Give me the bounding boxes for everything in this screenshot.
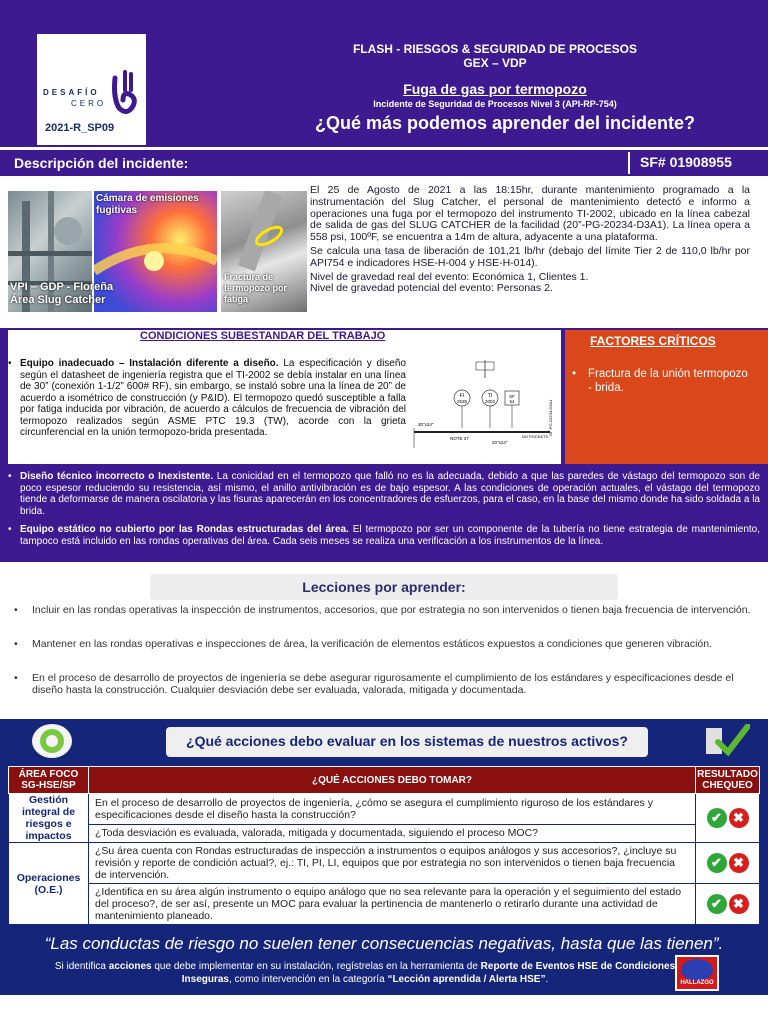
actions-question: ¿Qué acciones debo evaluar en los sistemas de nuestros activos? — [186, 733, 628, 749]
diagram-no-pockets: NO POCKETS — [522, 434, 549, 439]
report-tool-name: Reporte de Eventos HSE de Condiciones Inseguras — [181, 961, 676, 985]
result-check — [696, 843, 760, 884]
lessons-title: Lecciones por aprender: — [302, 579, 466, 595]
check-yes-icon[interactable]: ✔ — [707, 808, 727, 828]
category-name: “Lección aprendida / Alerta HSE” — [387, 974, 546, 985]
critical-factor-text: Fractura de la unión termopozo - brida. — [588, 368, 748, 394]
condition-heading: Diseño técnico incorrecto o Inexistente. — [20, 471, 214, 482]
globe-icon — [30, 722, 74, 760]
photo2-caption: Cámara de emisiones fugitivas — [96, 193, 199, 216]
action-question: ¿Toda desviación es evaluada, valorada, mitigada y documentada, siguiendo el proceso MOC? — [89, 824, 696, 842]
diagram-pipe1: 30"x24" — [418, 422, 434, 427]
logo-hand-icon — [109, 68, 139, 118]
flash-code: 2021-R_SP09 — [45, 122, 115, 134]
check-no-icon[interactable]: ✖ — [729, 894, 749, 914]
diagram-sf-num: 54 — [509, 399, 515, 404]
photo1-caption: VPI – GDP - Floreña Área Slug Catcher — [10, 281, 114, 306]
action-question: ¿Identifica en su área algún instrumento o equipo análogo que no sea relevante para la operación y el seguimiento del estado del proceso?, de ser así, presente un MOC para evaluar la pertinencia de mantenerlo o retirarlo durante una actividad de mantenimiento planeado. — [89, 884, 696, 925]
result-check — [696, 884, 760, 925]
condition-heading: Equipo inadecuado – Instalación diferente a diseño. — [20, 358, 279, 369]
release-rate-paragraph: Se calcula una tasa de liberación de 101,21 lb/hr (debajo del límite Tier 2 de 110,0 lb/hr por API754 e indicadores HSE-H-004 y HSE-H-014). — [310, 244, 750, 269]
condition-body: El termopozo por ser un componente de la tubería no tiene estrategia de mantenimiento, tampoco está incluido en las rondas operativas del área. Cada seis meses se realiza una verificación a los instrumentos de la línea. — [20, 524, 760, 547]
check-no-icon[interactable]: ✖ — [729, 808, 749, 828]
diagram-note: NOTE 37 — [450, 436, 469, 441]
conditions-title: CONDICIONES SUBESTANDAR DEL TRABAJO — [140, 330, 386, 342]
description-title: Descripción del incidente: — [14, 155, 189, 171]
condition-heading: Equipo estático no cubierto por las Rondas estructuradas del área. — [20, 524, 349, 535]
col-result-header: RESULTADO CHEQUEO — [696, 767, 760, 794]
actions-table — [8, 766, 760, 925]
check-yes-icon[interactable]: ✔ — [707, 853, 727, 873]
logo-text-bottom: CERO — [71, 99, 107, 108]
hallazgo-label: HALLAZGO — [680, 980, 714, 986]
lesson-item: • Incluir en las rondas operativas la inspección de instrumentos, accesorios, que por estrategia no son intervenidos o tienen baja frecuencia de intervención. — [14, 604, 751, 616]
incident-level: Incidente de Seguridad de Procesos Nivel 3 (API-RP-754) — [373, 99, 617, 109]
result-check — [696, 794, 760, 843]
lesson-text: En el proceso de desarrollo de proyectos de ingeniería se debe asegurar rigurosamente el cumplimiento de los estándares y especificaciones desde el diseño hasta la construcción. Cualquier desviación debe ser evaluada, valorada, mitigada y documentada. — [32, 672, 734, 697]
critical-factor-item: • Fractura de la unión termopozo - brida. — [572, 368, 748, 394]
isometric-diagram — [410, 358, 558, 460]
condition-body: La especificación y diseño según el datasheet de ingeniería registra que el TI-2002 se debía instalar en una línea de 30” (conexión 1-1/2” 600# RF), sin embargo, se instaló sobre una la línea de 20” de acuerdo a isométrico de construcción (y P&ID). El termopozo quedó susceptible a falla por fatiga inducida por vibración, de acuerdo a cálculos de frecuencia de vibración del termopozo realizados según ASME PTC 19.3 (TW), acorde con la grieta circunferencial en la unión termopozo-brida presentada. — [20, 358, 406, 438]
critical-factors-title: FACTORES CRÍTICOS — [590, 334, 716, 348]
area-operations: Operaciones (O.E.) — [9, 843, 89, 925]
hallazgo-logo-icon — [681, 959, 713, 981]
real-severity: Nivel de gravedad real del evento: Económica 1, Clientes 1. — [310, 270, 589, 283]
check-no-icon[interactable]: ✖ — [729, 853, 749, 873]
col-actions-header: ¿QUÉ ACCIONES DEBO TOMAR? — [89, 767, 696, 794]
header-line1 — [300, 42, 690, 70]
incident-title: Fuga de gas por termopozo — [403, 81, 587, 97]
desafio-cero-logo — [37, 34, 146, 145]
diagram-ti-num: 2002 — [484, 399, 496, 404]
incident-description — [310, 185, 750, 297]
logo-text-top: DESAFÍO — [43, 88, 100, 97]
header-unit: GEX – VDP — [463, 56, 527, 70]
condition-body: La conicidad en el termopozo que falló no es la adecuada, debido a que las paredes de vástago del termopozo son de poco espesor reduciendo su resistencia, así mismo, el anillo antivibración es de bajo espesor. A las condiciones de operación actuales, el vástago del termopozo tiende a deformarse de manera oscilatoria y las fisuras aparecerán en los concentradores de esfuerzos, para el caso, en la base del mismo donde ha sido soldada a la brida. — [20, 471, 760, 517]
diagram-fi-label: FI — [459, 393, 465, 399]
condition-item: • Diseño técnico incorrecto o Inexistente. La conicidad en el termopozo que falló no es la adecuada, debido a que las paredes de vástago del termopozo son de poco espesor reduciendo su resistencia, así mismo, el anillo antivibración es de bajo espesor. A las condiciones de operación actuales, el vástago del termopozo tiende a deformarse de manera oscilatoria y las fisuras aparecerán en los concentradores de esfuerzos, para el caso, en la base del mismo donde ha sido soldada a la brida. — [8, 471, 760, 517]
diagram-line-id: 20"-PG-20234-D3A1 — [548, 399, 553, 437]
col-area-header: ÁREA FOCO SG-HSE/SP — [9, 767, 89, 794]
diagram-ti-label: TI — [487, 393, 493, 399]
lesson-text: Mantener en las rondas operativas e inspecciones de área, la verificación de elementos estáticos expuestos a condiciones que generen vibración. — [32, 638, 712, 650]
header-question: ¿Qué más podemos aprender del incidente? — [314, 113, 696, 133]
diagram-sf-label: SF — [509, 394, 515, 399]
diagram-pipe2: 20"x24" — [492, 440, 508, 445]
action-question: En el proceso de desarrollo de proyectos de ingeniería, ¿cómo se asegura el cumplimiento riguroso de los estándares y especificaciones desde el diseño hasta la construcción? — [89, 794, 696, 825]
sf-number: SF# 01908955 — [640, 154, 732, 170]
diagram-fi-num: 2535 — [456, 399, 468, 404]
condition-item: • Equipo estático no cubierto por las Rondas estructuradas del área. El termopozo por ser un componente de la tubería no tiene estrategia de mantenimiento, tampoco está incluido en las rondas operativas del área. Cada seis meses se realiza una verificación a los instrumentos de la línea. — [8, 524, 760, 547]
lesson-text: Incluir en las rondas operativas la inspección de instrumentos, accesorios, que por estrategia no son intervenidos o tienen baja frecuencia de intervención. — [32, 604, 751, 616]
checklist-icon — [704, 724, 750, 758]
lesson-item: • En el proceso de desarrollo de proyectos de ingeniería se debe asegurar rigurosamente el cumplimiento de los estándares y especificaciones desde el diseño hasta la construcción. Cualquier desviación debe ser evaluada, valorada, mitigada y documentada. — [14, 672, 734, 697]
critical-factors-panel — [565, 330, 768, 464]
description-paragraph: El 25 de Agosto de 2021 a las 18:15hr, durante mantenimiento programado a la instrumentación del Slug Catcher, el personal de mantenimiento detectó e informo a operaciones una fuga por el termopozo del instrumento TI-2002, ubicado en la línea cabezal de salida de gas del SLUG CATCHER de la facilidad (20”-PG-20234-D3A1). La línea opera a 558 psi, 100ºF, se encuentra a 14m de altura, adyacente a una plataforma. — [310, 184, 750, 244]
closing-quote: “Las conductas de riesgo no suelen tener consecuencias negativas, hasta que las tienen”. — [44, 934, 724, 953]
lesson-item: • Mantener en las rondas operativas e inspecciones de área, la verificación de elementos estáticos expuestos a condiciones que generen vibración. — [14, 638, 712, 650]
potential-severity: Nivel de gravedad potencial del evento: Personas 2. — [310, 282, 553, 295]
condition-item: • Equipo inadecuado – Instalación diferente a diseño. La especificación y diseño según el datasheet de ingeniería registra que el TI-2002 se debía instalar en una línea de 30” (conexión 1-1/2” 600# RF), sin embargo, se instaló sobre una la línea de 20” de acuerdo a isométrico de construcción (y P&ID). El termopozo quedó susceptible a falla por fatiga inducida por vibración, de acuerdo a cálculos de frecuencia de vibración del termopozo realizados según ASME PTC 19.3 (TW), acorde con la grieta circunferencial en la unión termopozo-brida presentada. — [8, 358, 406, 438]
action-question: ¿Su área cuenta con Rondas estructuradas de inspección a instrumentos o equipos análogos y sus accesorios?, ¿incluye su revisión y reporte de condición actual?, ej.: TI, PI, LI, equipos que por estrategia no son intervenidos o tienen baja frecuencia de intervención. — [89, 843, 696, 884]
check-yes-icon[interactable]: ✔ — [707, 894, 727, 914]
area-risk-management: Gestión integral de riesgos e impactos — [9, 794, 89, 843]
header-org: FLASH - RIESGOS & SEGURIDAD DE PROCESOS — [352, 42, 638, 56]
photo3-caption: Fractura de termopozo por fatiga — [224, 272, 287, 304]
footer-instructions: Si identifica acciones que debe implementar en su instalación, regístrelas en la herramienta de Reporte de Eventos HSE de Condiciones Inseguras, como intervención en la categoría “Lección aprendida / Alerta HSE”. — [54, 961, 676, 985]
